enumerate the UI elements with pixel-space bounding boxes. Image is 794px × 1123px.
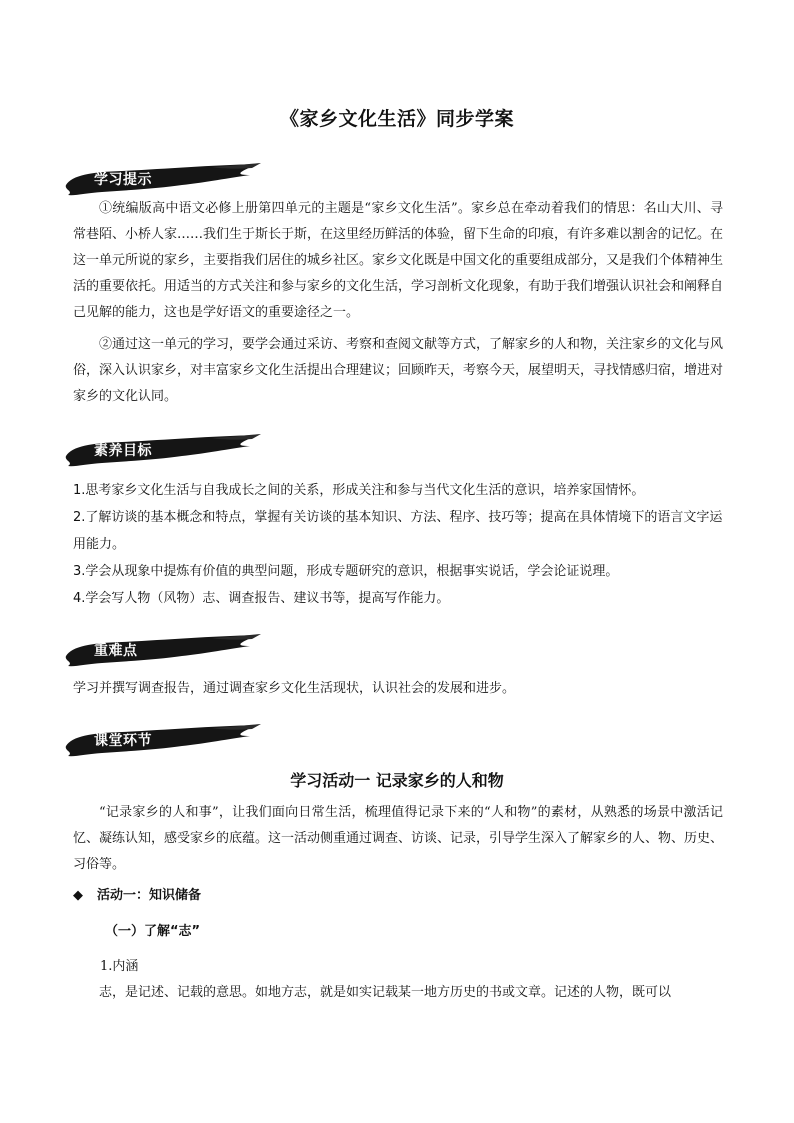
- brush-stroke-icon: [62, 724, 262, 760]
- goals-list: [73, 477, 723, 612]
- section-label-key: 重难点: [94, 643, 138, 659]
- section-banner-class: [62, 724, 262, 760]
- list-item: 1.思考家乡文化生活与自我成长之间的关系，形成关注和参与当代文化生活的意识，培养家国情怀。: [73, 483, 645, 498]
- section-label-tips: 学习提示: [94, 172, 152, 188]
- section-banner-tips: [62, 163, 262, 199]
- tips-paragraph-1: ①统编版高中语文必修上册第四单元的主题是“家乡文化生活”。家乡总在牵动着我们的情思：名山大川、寻常巷陌、小桥人家……我们生于斯长于斯，在这里经历鲜活的体验，留下生命的印痕，有许多难以割舍的记忆。在这一单元所说的家乡，主要指我们居住的城乡社区。家乡文化既是中国文化的重要组成部分，又是我们个体精神生活的重要依托。用适当的方式关注和参与家乡的文化生活，学习剖析文化现象，有助于我们增强认识社会和阐释自己见解的能力，这也是学好语文的重要途径之一。: [73, 201, 724, 320]
- section-label-class: 课堂环节: [94, 733, 152, 749]
- section-label-goals: 素养目标: [94, 443, 152, 459]
- section-banner-goals: [62, 434, 262, 470]
- list-item: 2.了解访谈的基本概念和特点，掌握有关访谈的基本知识、方法、程序、技巧等；提高在具体情境下的语言文字运用能力。: [73, 510, 723, 552]
- section-banner-key: [62, 634, 262, 670]
- activity-heading-text: 活动一：知识储备: [97, 888, 202, 903]
- item-paragraph: 志，是记述、记载的意思。如地方志，就是如实记载某一地方历史的书或文章。记述的人物，既可以: [99, 985, 672, 1000]
- activity-intro-paragraph: “记录家乡的人和事”，让我们面向日常生活，梳理值得记录下来的“人和物”的素材，从熟悉的场景中激活记忆、凝练认知，感受家乡的底蕴。这一活动侧重通过调查、访谈、记录，引导学生深入了解家乡的人、物、历史、习俗等。: [73, 805, 724, 872]
- activity-title: 学习活动一 记录家乡的人和物: [290, 771, 504, 790]
- page-title: 《家乡文化生活》同步学案: [279, 108, 514, 130]
- list-item: 3.学会从现象中提炼有价值的典型问题，形成专题研究的意识，根据事实说话，学会论证说理。: [73, 564, 619, 579]
- tips-paragraph-2: ②通过这一单元的学习，要学会通过采访、考察和查阅文献等方式，了解家乡的人和物，关注家乡的文化与风俗，深入认识家乡，对丰富家乡文化生活提出合理建议；回顾昨天，考察今天，展望明天，寻找情感归宿，增进对家乡的文化认同。: [73, 337, 724, 404]
- brush-stroke-icon: [62, 634, 262, 670]
- sub-heading: （一）了解“志”: [105, 924, 201, 939]
- item-label: 1.内涵: [100, 959, 139, 974]
- brush-stroke-icon: [62, 434, 262, 470]
- key-points-text: 学习并撰写调查报告，通过调查家乡文化生活现状，认识社会的发展和进步。: [73, 681, 516, 696]
- brush-stroke-icon: [62, 163, 262, 199]
- diamond-bullet-icon: ◆: [73, 888, 83, 903]
- list-item: 4.学会写人物（风物）志、调查报告、建议书等，提高写作能力。: [73, 591, 450, 606]
- activity-heading: [73, 884, 201, 903]
